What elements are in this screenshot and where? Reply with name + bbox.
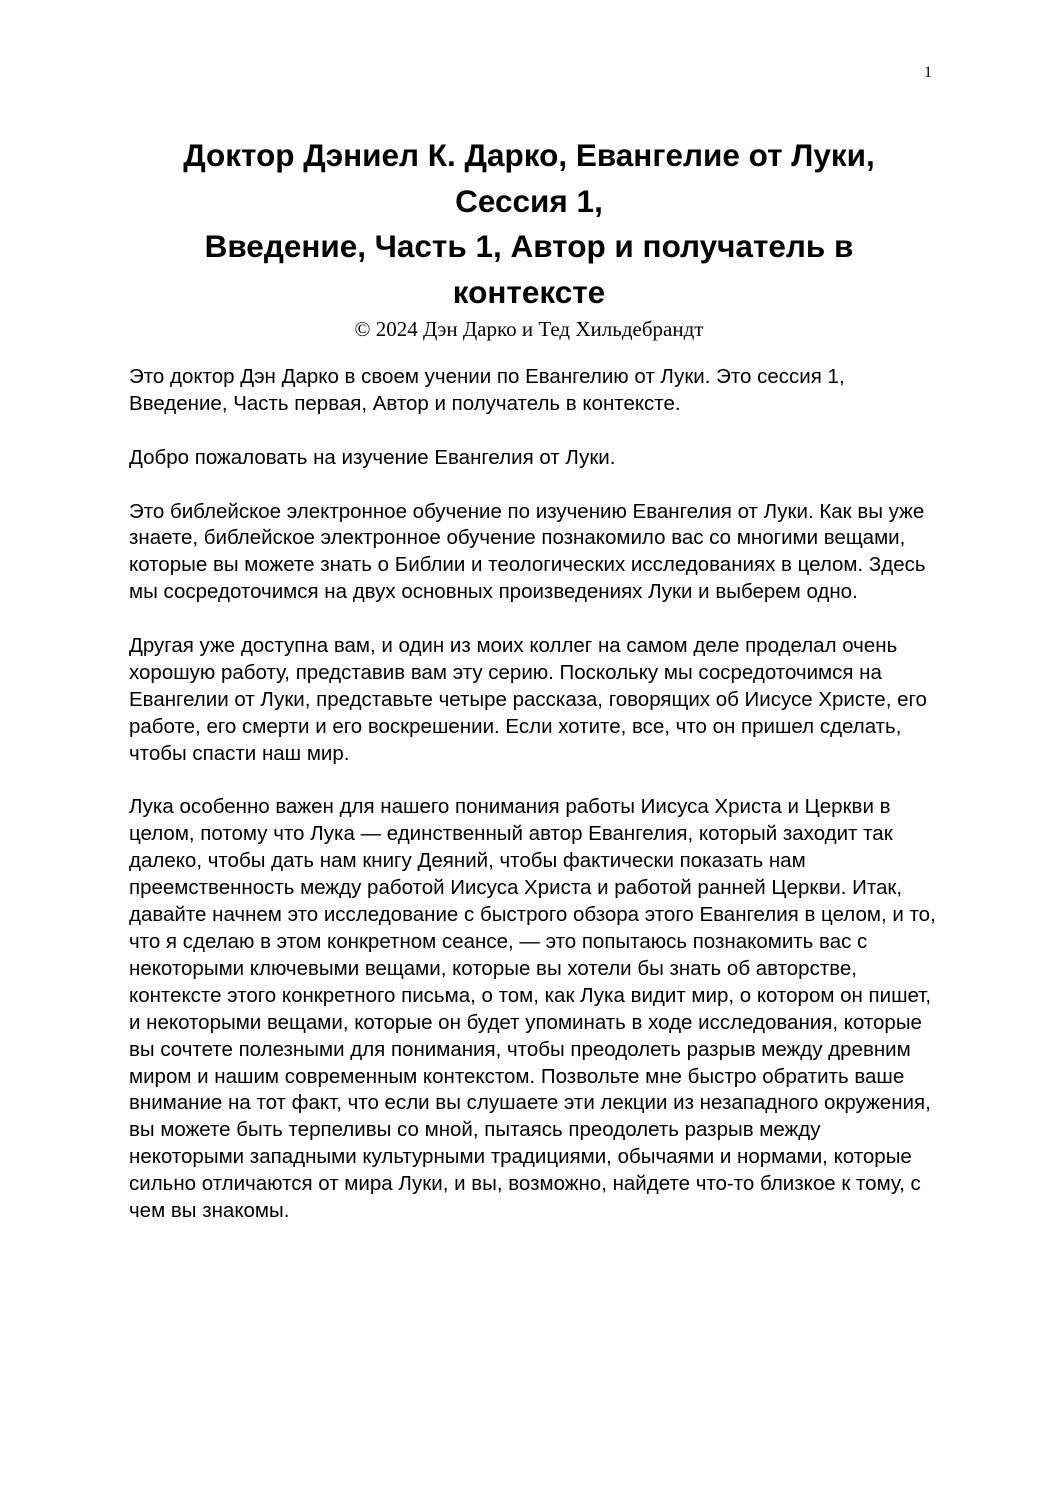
paragraph-importance: Лука особенно важен для нашего понимания работы Иисуса Христа и Церкви в целом, потому что Лука — единственный автор Евангелия, который заходит так далеко, чтобы дать нам книгу Деяний, чтобы фактически показать нам преемственность между работой Иисуса Христа и работой ранней Церкви. Итак, давайте начнем это исследование с быстрого обзора этого Евангелия в целом, и то, что я сделаю в этом конкретном сеансе, — это попытаюсь познакомить вас с некоторыми ключевыми вещами, которые вы хотели бы знать об авторстве, контексте этого конкретного письма, о том, как Лука видит мир, о котором он пишет, и некоторыми вещами, которые он будет упоминать в ходе исследования, которые вы сочтете полезными для понимания, чтобы преодолеть разрыв между древним миром и нашим современным контекстом. Позвольте мне быстро обратить ваше внимание на тот факт, что если вы слушаете эти лекции из незападного окружения, вы можете быть терпеливы со мной, пытаясь преодолеть разрыв между некоторыми западными культурными традициями, обычаями и нормами, которые сильно отличаются от мира Луки, и вы, возможно, найдете что-то близкое к тому, с чем вы знакомы. [129, 795, 936, 1223]
paragraph-intro: Это доктор Дэн Дарко в своем учении по Евангелию от Луки. Это сессия 1, Введение, Часть первая, Автор и получатель в контексте. [129, 365, 845, 415]
paragraph-overview: Это библейское электронное обучение по изучению Евангелия от Луки. Как вы уже знаете, библейское электронное обучение познакомило вас со многими вещами, которые вы можете знать о Библии и теологических исследованиях в целом. Здесь мы сосредоточимся на двух основных произведениях Луки и выберем одно. [129, 499, 926, 604]
paragraph-welcome: Добро пожаловать на изучение Евангелия от Луки. [129, 445, 616, 469]
document-body [129, 364, 939, 1252]
title-line-2: Сессия 1, [455, 182, 603, 219]
paragraph-series: Другая уже доступна вам, и один из моих коллег на самом деле проделал очень хорошую работу, представив вам эту серию. Поскольку мы сосредоточимся на Евангелии от Луки, представьте четыре рассказа, говорящих об Иисусе Христе, его работе, его смерти и его воскрешении. Если хотите, все, что он пришел сделать, чтобы спасти наш мир. [129, 634, 927, 765]
title-line-4: контексте [452, 273, 606, 310]
title-block [120, 133, 938, 343]
title-line-1: Доктор Дэниел К. Дарко, Евангелие от Луки, [183, 137, 875, 173]
copyright-line: © 2024 Дэн Дарко и Тед Хильдебрандт [354, 317, 704, 341]
page-number: 1 [924, 64, 932, 81]
title-line-3: Введение, Часть 1, Автор и получатель в [204, 228, 854, 264]
